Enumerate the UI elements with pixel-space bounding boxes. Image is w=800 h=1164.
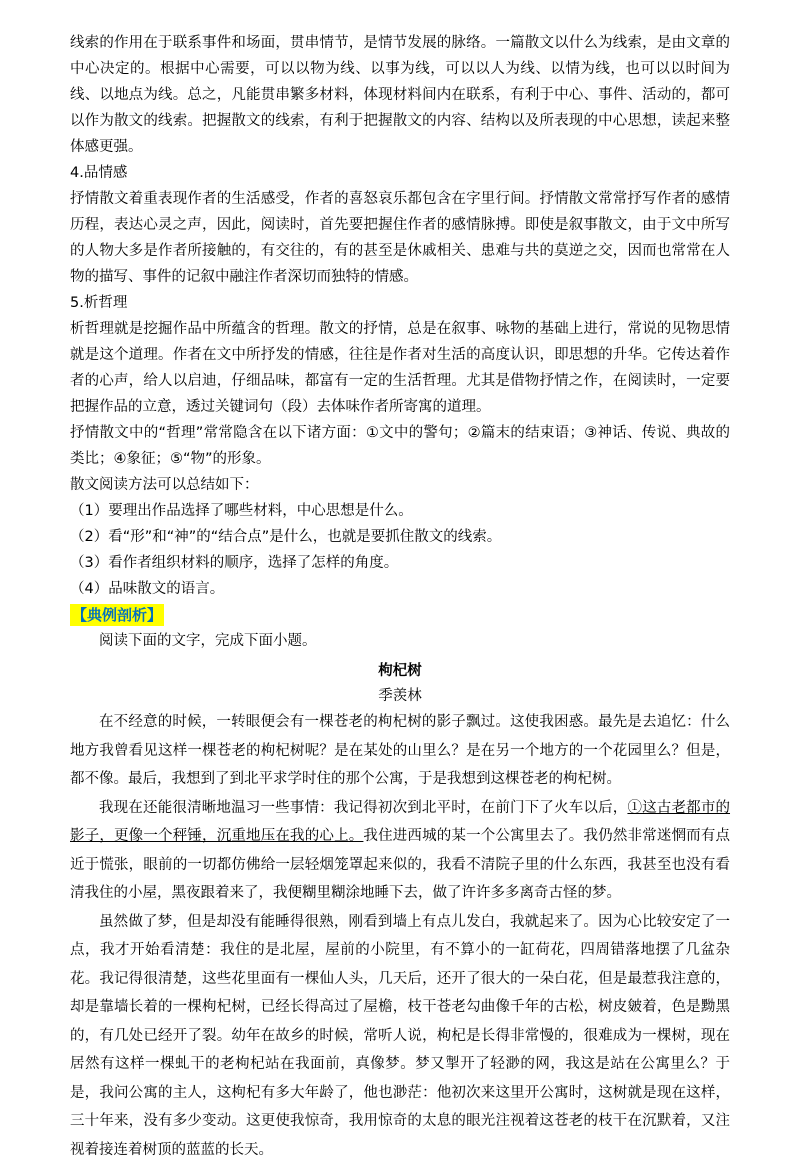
story-title: 枸杞树 (70, 658, 730, 684)
summary-item-3: （3）看作者组织材料的顺序，选择了怎样的角度。 (70, 550, 730, 576)
example-section-tag: 【典例剖析】 (70, 604, 164, 626)
summary-intro: 散文阅读方法可以总结如下： (70, 472, 730, 498)
intro-paragraph: 线索的作用在于联系事件和场面，贯串情节，是情节发展的脉络。一篇散文以什么为线索，是由文章的中心决定的。根据中心需要，可以以物为线、以事为线，可以以人为线、以情为线，也可以以时间为线、以地点为线。总之，凡能贯串繁多材料，体现材料间内在联系，有利于中心、事件、活动的，都可以作为散文的线索。把握散文的线索，有利于把握散文的内容、结构以及所表现的中心思想，读起来整体感更强。 (70, 30, 730, 160)
story-p2-before: 我现在还能很清晰地温习一些事情：我记得初次到北平时，在前门下了火车以后， (99, 800, 627, 816)
story-paragraph-2 (70, 794, 730, 908)
story-author: 季羡林 (70, 684, 730, 708)
section-4-paragraph: 抒情散文着重表现作者的生活感受，作者的喜怒哀乐都包含在字里行间。抒情散文常常抒写作者的感情历程，表达心灵之声，因此，阅读时，首先要把握住作者的感情脉搏。即使是叙事散文，由于文中所写的人物大多是作者所接触的，有交往的，有的甚至是休戚相关、患难与共的莫逆之交，因而也常常在人物的描写、事件的记叙中融注作者深切而独特的情感。 (70, 186, 730, 290)
story-underlined-sentence: ①这古老都市的影子，更像一个秤锤，沉重地压在我的心上。 (70, 800, 730, 845)
section-5-heading: 5.析哲理 (70, 290, 730, 316)
story-paragraph-3: 虽然做了梦，但是却没有能睡得很熟，刚看到墙上有点儿发白，我就起来了。因为心比较安定了一点，我才开始看清楚：我住的是北屋，屋前的小院里，有不算小的一缸荷花，四周错落地摆了几盆杂花。我记得很清楚，这些花里面有一棵仙人头，几天后，还开了很大的一朵白花，但是最惹我注意的，却是靠墙长着的一棵枸杞树，已经长得高过了屋檐，枝干苍老勾曲像千年的古松，树皮皴着，色是黝黑的，有几处已经开了裂。幼年在故乡的时候，常听人说，枸杞是长得非常慢的，很难成为一棵树，现在居然有这样一棵虬干的老枸杞站在我面前，真像梦。梦又掣开了轻渺的网，我这是站在公寓里么？于是，我问公寓的主人，这枸杞有多大年龄了，他也渺茫：他初次来这里开公寓时，这树就是现在这样，三十年来，没有多少变动。这更使我惊奇，我用惊奇的太息的眼光注视着这苍老的枝干在沉默着，又注视着接连着树顶的蓝蓝的长天。 (70, 908, 730, 1164)
story-paragraph-1: 在不经意的时候，一转眼便会有一棵苍老的枸杞树的影子飘过。这使我困惑。最先是去追忆：什么地方我曾看见这样一棵苍老的枸杞树呢？是在某处的山里么？是在另一个地方的一个花园里么？但是，都不像。最后，我想到了到北平求学时住的那个公寓，于是我想到这棵苍老的枸杞树。 (70, 708, 730, 794)
summary-item-1: （1）要理出作品选择了哪些材料，中心思想是什么。 (70, 498, 730, 524)
story-p2-after: 我住进西城的某一个公寓里去了。我仍然非常迷惘而有点近于慌张，眼前的一切都仿佛给一层轻烟笼罩起来似的，我看不清院子里的什么东西，我甚至也没有看清我住的小屋，黑夜跟着来了，我便糊里糊涂地睡下去，做了许许多多离奇古怪的梦。 (70, 828, 730, 901)
reading-instruction: 阅读下面的文字，完成下面小题。 (70, 628, 730, 654)
section-5-paragraph-2: 抒情散文中的“哲理”常常隐含在以下诸方面：①文中的警句；②篇末的结束语；③神话、传说、典故的类比；④象征；⑤“物”的形象。 (70, 420, 730, 472)
section-4-heading: 4.品情感 (70, 160, 730, 186)
summary-item-2: （2）看“形”和“神”的“结合点”是什么，也就是要抓住散文的线索。 (70, 524, 730, 550)
section-5-paragraph: 析哲理就是挖掘作品中所蕴含的哲理。散文的抒情，总是在叙事、咏物的基础上进行，常说的见物思情就是这个道理。作者在文中所抒发的情感，往往是作者对生活的高度认识，即思想的升华。它传达着作者的心声，给人以启迪，仔细品味，都富有一定的生活哲理。尤其是借物抒情之作，在阅读时，一定要把握作品的立意，透过关键词句（段）去体味作者所寄寓的道理。 (70, 316, 730, 420)
summary-item-4: （4）品味散文的语言。 (70, 576, 730, 602)
